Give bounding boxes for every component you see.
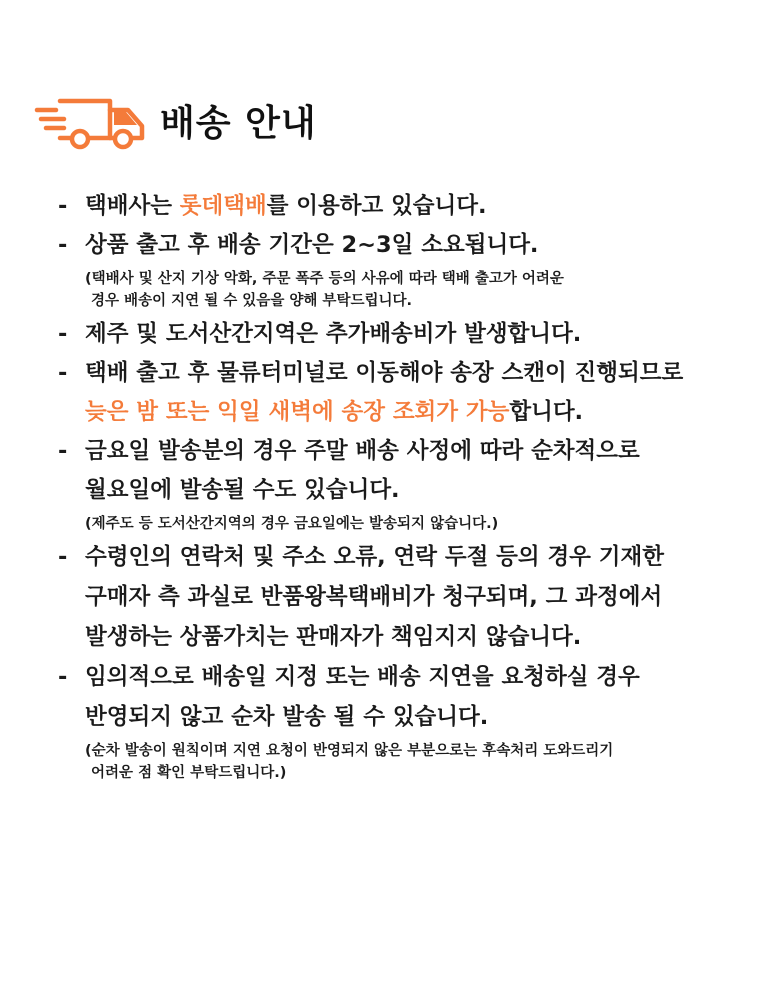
page-title: 배송 안내 bbox=[160, 102, 317, 144]
item-recipient-error bbox=[58, 541, 768, 574]
item-delivery-period bbox=[58, 229, 768, 262]
item-tracking-line2 bbox=[58, 396, 768, 429]
extra-fee-text: 제주 및 도서산간지역은 추가배송비가 발생합니다. bbox=[85, 321, 582, 347]
note-sequential-1: (순차 발송이 원칙이며 지연 요청이 반영되지 않은 부분으로는 후속처리 도와드리기 bbox=[85, 743, 614, 759]
recipient-error-text: 수령인의 연락처 및 주소 오류, 연락 두절 등의 경우 기재한 bbox=[85, 544, 664, 570]
dash: - bbox=[58, 232, 68, 258]
courier-text-pre: 택배사는 bbox=[85, 193, 180, 219]
note-sequential-2: 어려운 점 확인 부탁드립니다.) bbox=[91, 765, 287, 781]
dash: - bbox=[58, 321, 68, 347]
note-weather-2: 경우 배송이 지연 될 수 있음을 양해 부탁드립니다. bbox=[91, 293, 412, 309]
dash: - bbox=[58, 544, 68, 570]
courier-name: 롯데택배 bbox=[179, 193, 267, 219]
tracking-highlight: 늦은 밤 또는 익일 새벽에 송장 조회가 가능 bbox=[85, 399, 510, 425]
courier-text-post: 를 이용하고 있습니다. bbox=[266, 193, 487, 219]
delivery-period-text: 상품 출고 후 배송 기간은 2~3일 소요됩니다. bbox=[85, 232, 539, 258]
note-jeju: (제주도 등 도서산간지역의 경우 금요일에는 발송되지 않습니다.) bbox=[85, 516, 499, 532]
header bbox=[34, 88, 317, 152]
item-friday bbox=[58, 435, 768, 468]
dash: - bbox=[58, 438, 68, 464]
delivery-truck-icon bbox=[34, 88, 154, 152]
dash: - bbox=[58, 360, 68, 386]
item-tracking bbox=[58, 357, 768, 390]
recipient-error-text-3: 발생하는 상품가치는 판매자가 책임지지 않습니다. bbox=[85, 624, 582, 650]
dash: - bbox=[58, 193, 68, 219]
date-request-text-2: 반영되지 않고 순차 발송 될 수 있습니다. bbox=[85, 704, 489, 730]
content bbox=[58, 190, 768, 784]
tracking-text: 택배 출고 후 물류터미널로 이동해야 송장 스캔이 진행되므로 bbox=[85, 360, 684, 386]
item-date-request bbox=[58, 661, 768, 694]
friday-text-2: 월요일에 발송될 수도 있습니다. bbox=[85, 477, 400, 503]
dash: - bbox=[58, 664, 68, 690]
recipient-error-text-2: 구매자 측 과실로 반품왕복택배비가 청구되며, 그 과정에서 bbox=[85, 584, 663, 610]
note-weather-1: (택배사 및 산지 기상 악화, 주문 폭주 등의 사유에 따라 택배 출고가 어려운 bbox=[85, 271, 564, 287]
friday-text: 금요일 발송분의 경우 주말 배송 사정에 따라 순차적으로 bbox=[85, 438, 640, 464]
item-courier bbox=[58, 190, 768, 223]
date-request-text: 임의적으로 배송일 지정 또는 배송 지연을 요청하실 경우 bbox=[85, 664, 640, 690]
tracking-text-post: 합니다. bbox=[509, 399, 584, 425]
item-extra-fee bbox=[58, 318, 768, 351]
